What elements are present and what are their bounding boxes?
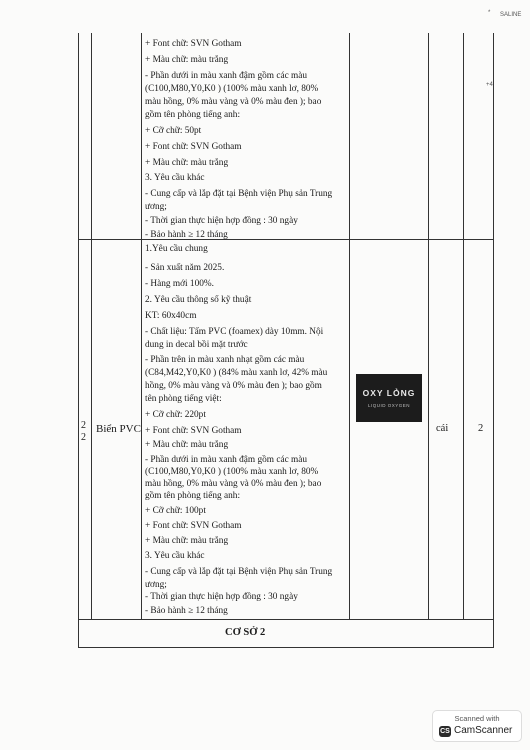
table-border-right bbox=[493, 33, 494, 647]
spec-line: màu hồng, 0% màu vàng và 0% màu đen ); bao bbox=[145, 97, 322, 107]
row-divider bbox=[78, 619, 494, 620]
table-border-left bbox=[78, 33, 79, 647]
spec-line: - Thời gian thực hiện hợp đồng : 30 ngày bbox=[145, 592, 298, 602]
unit-cell: cái bbox=[436, 423, 449, 434]
spec-line: KT: 60x40cm bbox=[145, 311, 197, 321]
margin-mark: SALINE bbox=[500, 12, 522, 18]
table-border-stt bbox=[91, 33, 92, 619]
spec-line: + Font chữ: SVN Gotham bbox=[145, 521, 242, 531]
spec-line: gồm tên phòng tiếng anh: bbox=[145, 110, 241, 120]
spec-line: (C84,M42,Y0,K0 ) (84% màu xanh lơ, 42% màu bbox=[145, 368, 328, 378]
spec-line: - Cung cấp và lắp đặt tại Bệnh viện Phụ sản Trung bbox=[145, 189, 333, 199]
spec-line: + Cỡ chữ: 50pt bbox=[145, 126, 202, 136]
row-number: 2 bbox=[81, 420, 86, 431]
spec-line: - Phần dưới in màu xanh đậm gồm các màu bbox=[145, 455, 308, 465]
spec-line: ương; bbox=[145, 580, 167, 590]
spec-line: + Màu chữ: màu trắng bbox=[145, 158, 229, 168]
product-sign-image bbox=[356, 374, 422, 422]
sign-sub-text: LIQUID OXYGEN bbox=[367, 403, 410, 408]
spec-line: - Hàng mới 100%. bbox=[145, 279, 214, 289]
spec-line: - Bảo hành ≥ 12 tháng bbox=[145, 230, 228, 240]
table-border-bottom bbox=[78, 647, 494, 648]
spec-line: - Phần dưới in màu xanh đậm gồm các màu bbox=[145, 71, 308, 81]
spec-line: + Màu chữ: màu trắng bbox=[145, 55, 229, 65]
spec-line: 1.Yêu cầu chung bbox=[145, 244, 208, 254]
spec-line: - Bảo hành ≥ 12 tháng bbox=[145, 606, 228, 616]
spec-line: + Cỡ chữ: 100pt bbox=[145, 506, 206, 516]
spec-line: - Sản xuất năm 2025. bbox=[145, 263, 225, 273]
spec-line: + Màu chữ: màu trắng bbox=[145, 536, 229, 546]
table-border-unit bbox=[463, 33, 464, 619]
scanned-with-label: Scanned with bbox=[454, 714, 500, 723]
spec-line: 2. Yêu cầu thông số kỹ thuật bbox=[145, 295, 252, 305]
spec-line: hồng, 0% màu vàng và 0% màu đen ); bao gồm bbox=[145, 381, 322, 391]
camscanner-brand: CamScanner bbox=[454, 725, 513, 736]
quantity-cell: 2 bbox=[478, 423, 484, 434]
spec-line: gồm tên phòng tiếng anh: bbox=[145, 491, 241, 501]
section-title: CƠ SỞ 2 bbox=[225, 627, 266, 638]
spec-line: (C100,M80,Y0,K0 ) (100% màu xanh lơ, 80% bbox=[145, 84, 319, 94]
camscanner-badge bbox=[432, 710, 522, 742]
spec-line: - Cung cấp và lắp đặt tại Bệnh viện Phụ sản Trung bbox=[145, 567, 333, 577]
spec-line: tên phòng tiếng việt: bbox=[145, 394, 222, 404]
spec-line: + Cỡ chữ: 220pt bbox=[145, 410, 206, 420]
camscanner-logo-icon: CS bbox=[440, 728, 450, 735]
spec-line: - Chất liệu: Tấm PVC (foamex) dày 10mm. Nội bbox=[145, 327, 324, 337]
spec-line: + Font chữ: SVN Gotham bbox=[145, 39, 242, 49]
spec-line: 3. Yêu cầu khác bbox=[145, 551, 205, 561]
spec-line: - Phần trên in màu xanh nhạt gồm các màu bbox=[145, 355, 305, 365]
margin-mark: +4 bbox=[486, 82, 493, 88]
table-border-product bbox=[141, 33, 142, 619]
margin-mark: * bbox=[488, 10, 491, 16]
spec-line: + Font chữ: SVN Gotham bbox=[145, 142, 242, 152]
spec-line: ương; bbox=[145, 202, 167, 212]
spec-line: (C100,M80,Y0,K0 ) (100% màu xanh lơ, 80% bbox=[145, 467, 319, 477]
spec-line: màu hồng, 0% màu vàng và 0% màu đen ); bao bbox=[145, 479, 322, 489]
product-name: Biển PVC bbox=[96, 423, 141, 435]
spec-line: dung in decal bồi mặt trước bbox=[145, 340, 248, 350]
table-border-image bbox=[428, 33, 429, 619]
sign-main-text: OXY LỎNG bbox=[362, 388, 416, 398]
row-number: 2 bbox=[81, 432, 86, 443]
spec-line: - Thời gian thực hiện hợp đồng : 30 ngày bbox=[145, 216, 298, 226]
spec-line: + Màu chữ: màu trắng bbox=[145, 440, 229, 450]
spec-line: + Font chữ: SVN Gotham bbox=[145, 426, 242, 436]
spec-line: 3. Yêu cầu khác bbox=[145, 173, 205, 183]
